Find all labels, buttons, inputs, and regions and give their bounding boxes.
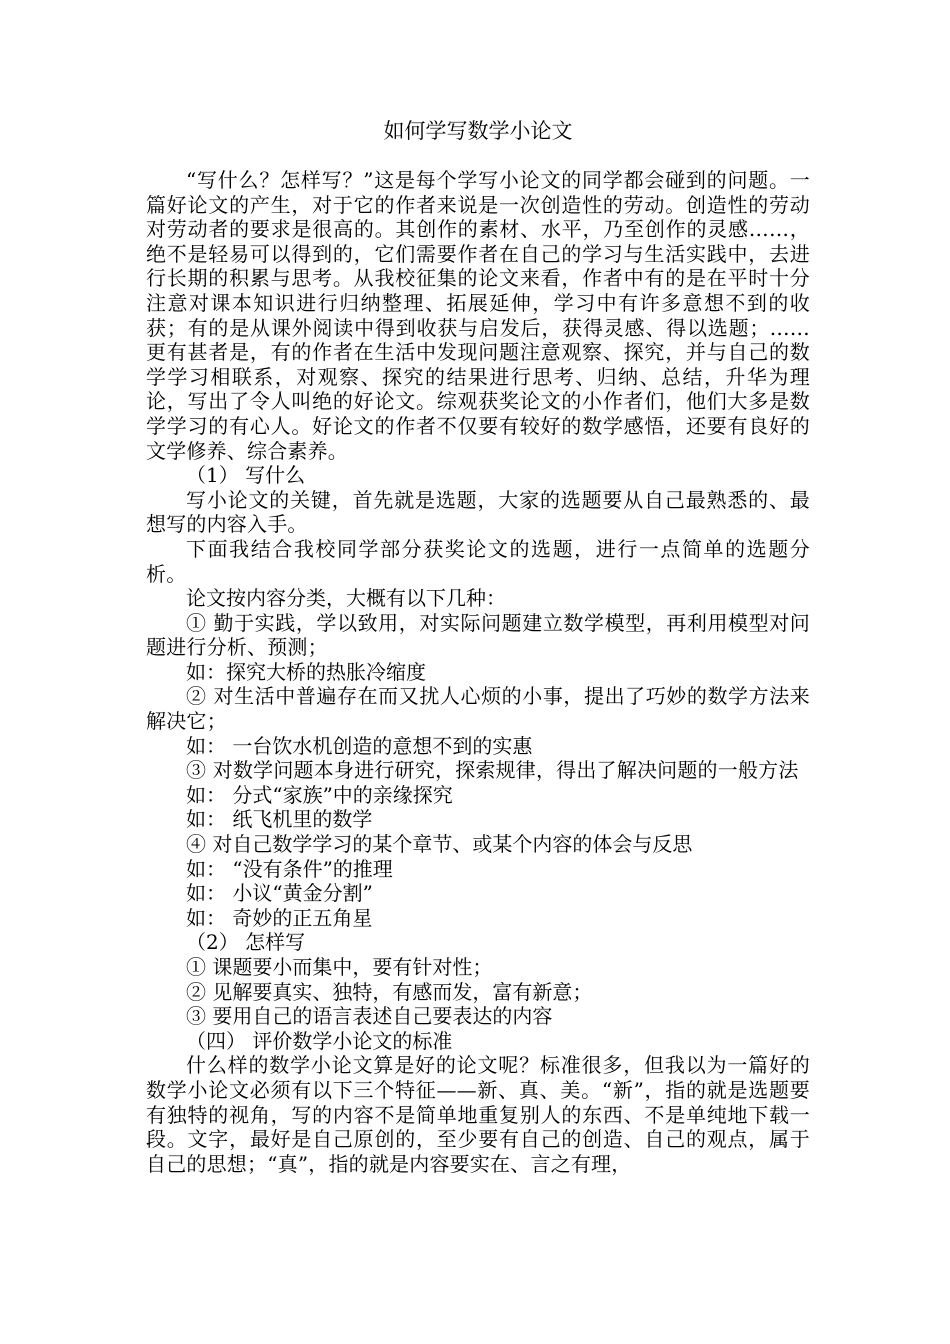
writing-tip-1: ① 课题要小而集中，要有针对性； xyxy=(186,955,493,979)
choose-topic-paragraph: 写小论文的关键，首先就是选题，大家的选题要从自己最熟悉的、最想写的内容入手。 xyxy=(146,487,810,537)
document-body xyxy=(146,118,810,1176)
writing-tip-3: ③ 要用自己的语言表述自己要表达的内容 xyxy=(186,1004,553,1029)
categories-intro-line: 论文按内容分类，大概有以下几种： xyxy=(186,586,506,611)
analysis-intro-paragraph: 下面我结合我校同学部分获奖论文的选题，进行一点简单的选题分析。 xyxy=(146,536,810,586)
example-line: 如： “没有条件”的推理 xyxy=(186,856,393,881)
example-line: 如： 纸飞机里的数学 xyxy=(186,807,373,832)
section-heading-how: （2） 怎样写 xyxy=(186,930,306,955)
writing-tip-2: ② 见解要真实、独特，有感而发，富有新意； xyxy=(186,979,593,1004)
intro-paragraph: “写什么？怎样写？”这是每个学写小论文的同学都会碰到的问题。一篇好论文的产生，对于它的作者来说是一次创造性的劳动。创造性的劳动对劳动者的要求是很高的。其创作的素材、水平，乃至创作的灵感……，绝不是轻易可以得到的，它们需要作者在自己的学习与生活实践中，去进行长期的积累与思考。从我校征集的论文来看，作者中有的是在平时十分注意对课本知识进行归纳整理、拓展延伸，学习中有许多意想不到的收获；有的是从课外阅读中得到收获与启发后，获得灵感、得以选题；……更有甚者是，有的作者在生活中发现问题注意观察、探究，并与自己的数学学习相联系，对观察、探究的结果进行思考、归纳、总结，升华为理论，写出了令人叫绝的好论文。综观获奖论文的小作者们，他们大多是数学学习的有心人。好论文的作者不仅要有较好的数学感悟，还要有良好的文学修养、综合素养。 xyxy=(146,168,810,463)
criteria-paragraph: 什么样的数学小论文算是好的论文呢？标准很多，但我以为一篇好的数学小论文必须有以下三个特征——新、真、美。“新”，指的就是选题要有独特的视角，写的内容不是简单地重复别人的东西、不是单纯地下载一段。文字，最好是自己原创的，至少要有自己的创造、自己的观点，属于自己的思想；“真”，指的就是内容要实在、言之有理， xyxy=(146,1053,810,1176)
section-heading-what: （1） 写什么 xyxy=(186,463,306,488)
category-3: ③ 对数学问题本身进行研究，探索规律，得出了解决问题的一般方法 xyxy=(186,758,799,783)
category-4: ④ 对自己数学学习的某个章节、或某个内容的体会与反思 xyxy=(186,832,693,857)
example-line: 如： 小议“黄金分割” xyxy=(186,881,373,906)
document-text xyxy=(146,168,810,1176)
example-line: 如： 奇妙的正五角星 xyxy=(186,905,373,930)
example-line: 如： 一台饮水机创造的意想不到的实惠 xyxy=(186,733,533,758)
page-title: 如何学写数学小论文 xyxy=(383,119,573,143)
category-1: ① 勤于实践，学以致用，对实际问题建立数学模型，再利用模型对问题进行分析、预测； xyxy=(146,610,810,660)
example-line: 如： 分式“家族”中的亲缘探究 xyxy=(186,782,453,807)
category-2: ② 对生活中普遍存在而又扰人心烦的小事，提出了巧妙的数学方法来解决它； xyxy=(146,684,810,734)
example-line: 如：探究大桥的热胀冷缩度 xyxy=(186,659,426,684)
section-heading-criteria: （四） 评价数学小论文的标准 xyxy=(186,1028,453,1053)
